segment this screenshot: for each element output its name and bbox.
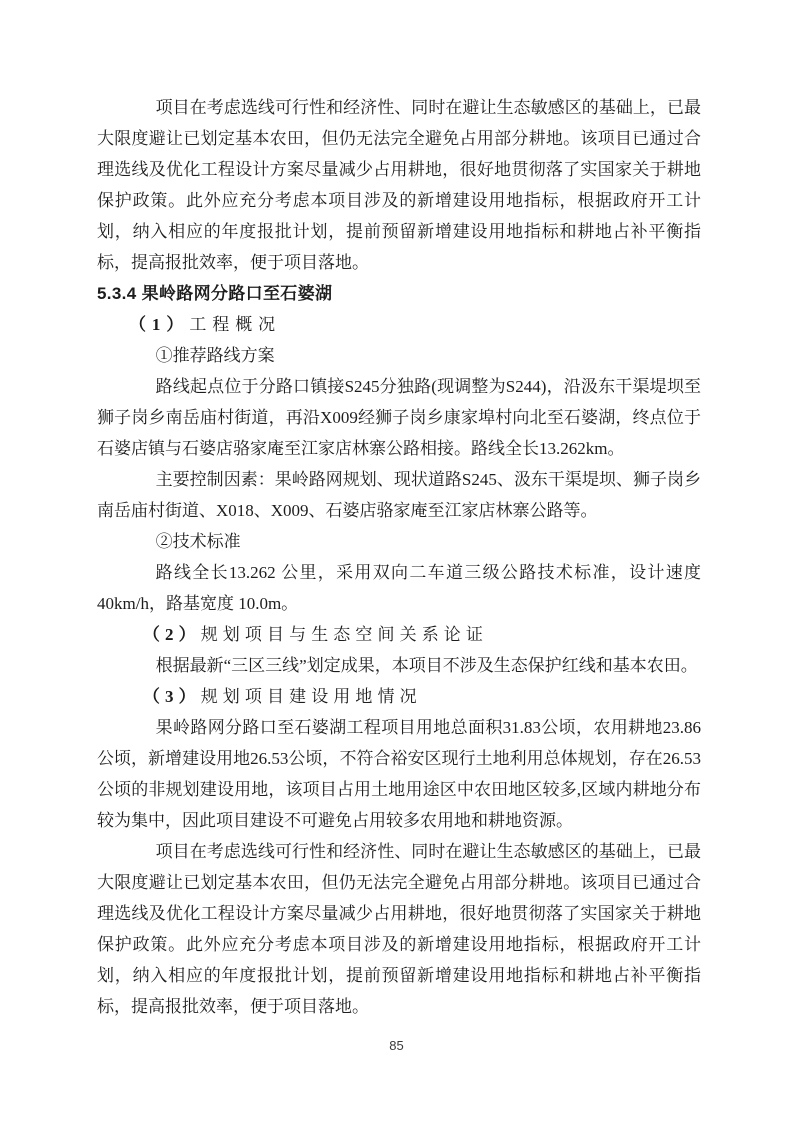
- subheading-3-number: （3）: [142, 687, 201, 706]
- page-number: 85: [389, 1038, 404, 1053]
- paragraph-control-factors: 主要控制因素：果岭路网规划、现状道路S245、汲东干渠堤坝、狮子岗乡南岳庙村街道、X018、X009、石婆店骆家庵至江家店林寨公路等。: [97, 470, 701, 520]
- subheading-1-project-overview: [97, 309, 701, 340]
- subheading-1-title: 工程概况: [189, 315, 282, 334]
- paragraph-land-use-situation: 果岭路网分路口至石婆湖工程项目用地总面积31.83公顷，农用耕地23.86公顷，新增建设用地26.53公顷，不符合裕安区现行土地利用总体规划，存在26.53公顷的非规划建设用地，该项目占用土地用途区中农田地区较多,区域内耕地分布较为集中，因此项目建设不可避免占用较多农用地和耕地资源。: [97, 718, 701, 830]
- subheading-2-title: 规划项目与生态空间关系论证: [200, 625, 489, 644]
- paragraph-land-policy-1: 项目在考虑选线可行性和经济性、同时在避让生态敏感区的基础上，已最大限度避让已划定基本农田，但仍无法完全避免占用部分耕地。该项目已通过合理选线及优化工程设计方案尽量减少占用耕地，很好地贯彻落了实国家关于耕地保护政策。此外应充分考虑本项目涉及的新增建设用地指标，根据政府开工计划，纳入相应的年度报批计划，提前预留新增建设用地指标和耕地占补平衡指标，提高报批效率，便于项目落地。: [97, 98, 701, 272]
- paragraph-eco-conclusion: 根据最新“三区三线”划定成果，本项目不涉及生态保护红线和基本农田。: [155, 656, 698, 675]
- subheading-2-eco-space-relation: [97, 619, 701, 650]
- subheading-3-construction-land: [97, 681, 701, 712]
- document-content: [97, 92, 701, 1022]
- paragraph-land-policy-2: 项目在考虑选线可行性和经济性、同时在避让生态敏感区的基础上，已最大限度避让已划定基本农田，但仍无法完全避免占用部分耕地。该项目已通过合理选线及优化工程设计方案尽量减少占用耕地，很好地贯彻落了实国家关于耕地保护政策。此外应充分考虑本项目涉及的新增建设用地指标，根据政府开工计划，纳入相应的年度报批计划，提前预留新增建设用地指标和耕地占补平衡指标，提高报批效率，便于项目落地。: [97, 842, 701, 1016]
- item-heading-technical-standard: ②技术标准: [155, 532, 241, 551]
- paragraph-route-description: 路线起点位于分路口镇接S245分独路(现调整为S244)，沿汲东干渠堤坝至狮子岗乡南岳庙村街道，再沿X009经狮子岗乡康家埠村向北至石婆湖，终点位于石婆店镇与石婆店骆家庵至江家店林寨公路相接。路线全长13.262km。: [97, 377, 701, 458]
- subheading-1-number: （1）: [128, 315, 190, 334]
- section-heading-5-3-4: 5.3.4 果岭路网分路口至石婆湖: [97, 284, 333, 303]
- item-heading-recommended-route: ①推荐路线方案: [155, 346, 275, 365]
- paragraph-technical-standard: 路线全长13.262 公里，采用双向二车道三级公路技术标准，设计速度 40km/h，路基宽度 10.0m。: [97, 563, 701, 613]
- subheading-3-title: 规划项目建设用地情况: [200, 687, 422, 706]
- subheading-2-number: （2）: [142, 625, 201, 644]
